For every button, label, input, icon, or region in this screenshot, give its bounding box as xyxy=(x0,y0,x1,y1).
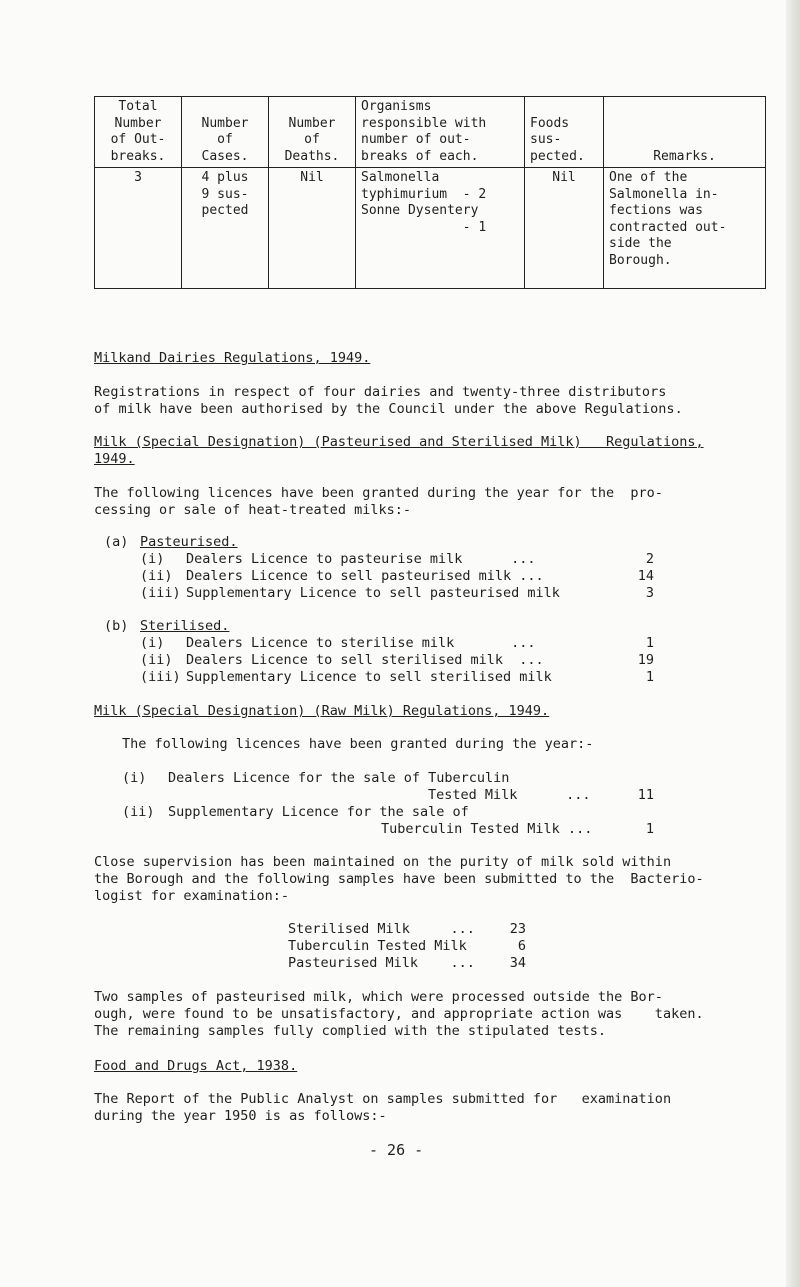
special-heading-year: 1949. xyxy=(94,451,135,467)
licence-count: 1 xyxy=(645,635,654,651)
roman-numeral: (iii) xyxy=(140,669,181,685)
sample-count: 6 xyxy=(517,938,526,954)
cell-text: Nil xyxy=(300,170,324,185)
licence-count: 2 xyxy=(645,551,654,567)
licence-text: Dealers Licence to sterilise milk ... xyxy=(186,635,536,651)
milkand-heading: Milkand Dairies Regulations, 1949. xyxy=(94,350,371,366)
header-text: Remarks. xyxy=(653,148,716,164)
cell-text: One of the Salmonella in- fections was contracted out- side the Borough. xyxy=(609,170,727,268)
page-edge-shadow xyxy=(786,0,800,1287)
licence-count: 14 xyxy=(637,568,654,584)
special-paragraph: The following licences have been granted during the year for the pro- cessing or sale of heat-treated milks:- xyxy=(94,485,663,518)
licence-count: 1 xyxy=(645,821,654,837)
section-b-label: (b) xyxy=(104,618,129,634)
sample-count: 34 xyxy=(509,955,526,971)
header-text: Total Number of Out- breaks. xyxy=(110,99,166,164)
sample-label: Tuberculin Tested Milk xyxy=(288,938,467,954)
page-number: - 26 - xyxy=(369,1141,424,1159)
licence-text-continued: Tested Milk ... xyxy=(428,787,591,803)
licence-text: Dealers Licence to sell sterilised milk ... xyxy=(186,652,544,668)
licence-count: 3 xyxy=(645,585,654,601)
cell-remarks xyxy=(604,168,766,289)
table-row xyxy=(95,168,766,289)
roman-numeral: (i) xyxy=(140,551,165,567)
roman-numeral: (ii) xyxy=(140,568,173,584)
raw-milk-paragraph: The following licences have been granted during the year:- xyxy=(122,736,594,752)
supervision-paragraph: Close supervision has been maintained on the purity of milk sold within the Borough and the following samples have been submitted to the Bacterio- logist for examination:- xyxy=(94,854,704,904)
licence-count: 11 xyxy=(637,787,654,803)
header-cases xyxy=(182,97,269,168)
cell-organisms xyxy=(356,168,525,289)
licence-text: Dealers Licence to pasteurise milk ... xyxy=(186,551,536,567)
licence-text: Supplementary Licence to sell sterilised milk xyxy=(186,669,552,685)
header-text: Number of Deaths. xyxy=(284,115,340,164)
roman-numeral: (i) xyxy=(140,635,165,651)
food-drugs-heading: Food and Drugs Act, 1938. xyxy=(94,1058,298,1074)
cell-text: 3 xyxy=(134,170,142,185)
raw-milk-heading: Milk (Special Designation) (Raw Milk) Regulations, 1949. xyxy=(94,703,550,719)
section-a-label: (a) xyxy=(104,534,129,550)
header-deaths xyxy=(269,97,356,168)
licence-text: Supplementary Licence to sell pasteurised milk xyxy=(186,585,560,601)
roman-numeral: (iii) xyxy=(140,585,181,601)
roman-numeral: (i) xyxy=(122,770,147,786)
header-text: Organisms responsible with number of out- breaks of each. xyxy=(361,99,487,164)
cell-total-outbreaks xyxy=(95,168,182,289)
cell-deaths xyxy=(269,168,356,289)
sample-label: Pasteurised Milk ... xyxy=(288,955,475,971)
licence-text: Dealers Licence to sell pasteurised milk ... xyxy=(186,568,544,584)
cell-text: Nil xyxy=(552,170,576,185)
section-b-title: Sterilised. xyxy=(140,618,230,634)
licence-count: 1 xyxy=(645,669,654,685)
header-text: Number of Cases. xyxy=(201,115,249,164)
milkand-paragraph: Registrations in respect of four dairies and twenty-three distributors of milk have been authorised by the Council under the above Regulations. xyxy=(94,384,683,417)
samples-result-paragraph: Two samples of pasteurised milk, which were processed outside the Bor- ough, were found to be unsatisfactory, and appropriate action was taken. The remaining samples fully complied with the stipulated tests. xyxy=(94,989,704,1039)
food-drugs-paragraph: The Report of the Public Analyst on samples submitted for examination during the year 1950 is as follows:- xyxy=(94,1091,672,1124)
header-foods xyxy=(525,97,604,168)
header-total-outbreaks xyxy=(95,97,182,168)
cell-text: Salmonella typhimurium - 2 Sonne Dysentery - 1 xyxy=(361,170,487,235)
licence-text: Supplementary Licence for the sale of xyxy=(168,804,469,820)
licence-text: Dealers Licence for the sale of Tuberculin xyxy=(168,770,510,786)
sample-label: Sterilised Milk ... xyxy=(288,921,475,937)
special-heading: Milk (Special Designation) (Pasteurised and Sterilised Milk) Regulations, xyxy=(94,434,704,450)
outbreak-table xyxy=(94,96,766,289)
roman-numeral: (ii) xyxy=(140,652,173,668)
sample-count: 23 xyxy=(509,921,526,937)
cell-cases xyxy=(182,168,269,289)
roman-numeral: (ii) xyxy=(122,804,155,820)
table-header-row xyxy=(95,97,766,168)
header-remarks xyxy=(604,97,766,168)
licence-count: 19 xyxy=(637,652,654,668)
header-text: Foods sus- pected. xyxy=(530,115,585,164)
header-organisms xyxy=(356,97,525,168)
licence-text-continued: Tuberculin Tested Milk ... xyxy=(381,821,593,837)
section-a-title: Pasteurised. xyxy=(140,534,238,550)
cell-text: 4 plus 9 sus- pected xyxy=(201,170,249,218)
cell-foods xyxy=(525,168,604,289)
